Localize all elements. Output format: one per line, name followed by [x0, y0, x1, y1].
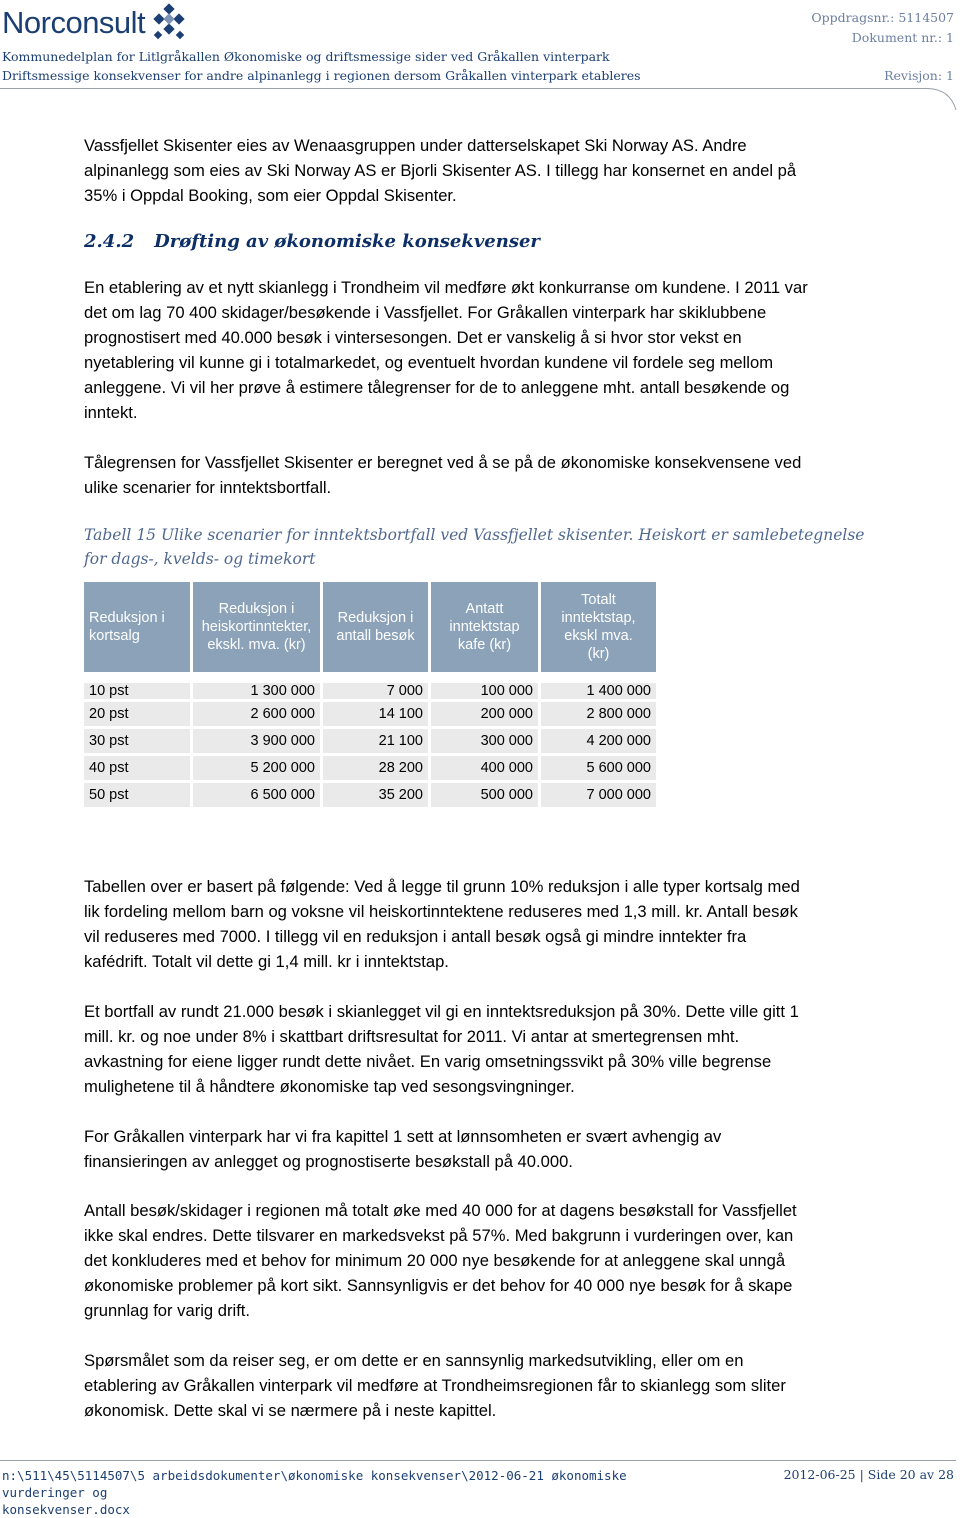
table-header-cell: Antatt inntektstap kafe (kr): [431, 582, 541, 672]
table-cell: 6 500 000: [193, 780, 323, 807]
body-paragraph: En etablering av et nytt skianlegg i Trondheim vil medføre økt konkurranse om kundene. I 2011 var det om lag 70 400 skidager/besøkende i Vassfjellet. For Gråkallen vinterpark har skiklubbene prognostisert med 40.000 besøk i vintersesongen. Det er vanskelig å si hvor stor vekst en nyetablering vil kunne gi i totalmarkedet, og eventuelt hvordan kundene vil fordele seg mellom anleggene. Vi vil her prøve å estimere tålegrenser for de to anleggene mht. antall besøkende og inntekt.: [84, 278, 808, 422]
table-cell: 5 200 000: [193, 753, 323, 780]
section-heading: [84, 231, 540, 252]
table-cell: 3 900 000: [193, 726, 323, 753]
table-caption: Tabell 15 Ulike scenarier for inntektsbortfall ved Vassfjellet skisenter. Heiskort er samlebetegnelse for dags-, kvelds- og timekort: [84, 526, 865, 568]
table-row: [84, 699, 656, 726]
body-paragraph: Et bortfall av rundt 21.000 besøk i skianlegget vil gi en inntektsreduksjon på 30%. Dette ville gitt 1 mill. kr. og noe under 8% i skattbart driftsresultat for 2011. Vi antar at smertegrensen mht. avkastning for eiene ligger rundt dette nivået. En varig omsetningssvikt på 30% ville begrense mulighetene til å håndtere økonomiske tap ved sesongsvingninger.: [84, 1002, 799, 1096]
scenario-table: [84, 582, 656, 807]
table-cell: 7 000: [323, 672, 431, 699]
logo-text: Norconsult: [2, 5, 146, 40]
body-paragraph: For Gråkallen vinterpark har vi fra kapittel 1 sett at lønnsomheten er svært avhengig av finansieringen av anlegget og prognostiserte besøkstall på 40.000.: [84, 1127, 722, 1171]
table-cell: 300 000: [431, 726, 541, 753]
table-cell: 5 600 000: [541, 753, 656, 780]
footer-date-page: 2012-06-25 | Side 20 av 28: [783, 1467, 954, 1482]
norconsult-diamond-logo-icon: [149, 3, 189, 43]
table-row: [84, 672, 656, 699]
dokument-nr: Dokument nr.: 1: [851, 30, 954, 45]
table-header-cell: Totalt inntektstap, ekskl mva. (kr): [541, 582, 656, 672]
footer-divider: [0, 1460, 956, 1461]
table-row: [84, 753, 656, 780]
section-number: 2.4.2: [84, 231, 135, 252]
header-title-line1: Kommunedelplan for Litlgråkallen Økonomiske og driftsmessige sider ved Gråkallen vinterpark: [2, 49, 610, 64]
table-cell: 30 pst: [84, 726, 193, 753]
footer-file-path: n:\511\45\5114507\5 arbeidsdokumenter\økonomiske konsekvenser\2012-06-21 økonomiske vurderinger og konsekvenser.docx: [2, 1468, 627, 1517]
table-header-cell: Reduksjon i antall besøk: [323, 582, 431, 672]
table-cell: 100 000: [431, 672, 541, 699]
table-cell: 2 600 000: [193, 699, 323, 726]
section-title: Drøfting av økonomiske konsekvenser: [154, 231, 540, 252]
header-title-line2: Driftsmessige konsekvenser for andre alpinanlegg i regionen dersom Gråkallen vinterpark etableres: [2, 68, 641, 83]
table-cell: 400 000: [431, 753, 541, 780]
table-cell: 200 000: [431, 699, 541, 726]
body-paragraph: Antall besøk/skidager i regionen må totalt øke med 40 000 for at dagens besøkstall for Vassfjellet ikke skal endres. Dette tilsvarer en markedsvekst på 57%. Med bakgrunn i vurderingen over, kan det konkluderes med et behov for minimum 20 000 nye besøkende for at anleggene skal unngå økonomiske problemer på kort sikt. Sannsynligvis er det behov for 40 000 nye besøk for å skape grunnlag for varig drift.: [84, 1201, 797, 1320]
table-cell: 4 200 000: [541, 726, 656, 753]
table-cell: 50 pst: [84, 780, 193, 807]
table-cell: 1 400 000: [541, 672, 656, 699]
table-cell: 1 300 000: [193, 672, 323, 699]
page-corner-curve: [900, 88, 958, 128]
table-cell: 2 800 000: [541, 699, 656, 726]
table-header-cell: Reduksjon i heiskortinntekter, ekskl. mva. (kr): [193, 582, 323, 672]
body-paragraph: Spørsmålet som da reiser seg, er om dette er en sannsynlig markedsutvikling, eller om en etablering av Gråkallen vinterpark vil medføre at Trondheimsregionen får to skianlegg som sliter økonomisk. Dette skal vi se nærmere på i neste kapittel.: [84, 1351, 786, 1420]
body-paragraph: Tålegrensen for Vassfjellet Skisenter er beregnet ved å se på de økonomiske konsekvensene ved ulike scenarier for inntektsbortfall.: [84, 453, 802, 497]
table-cell: 500 000: [431, 780, 541, 807]
table-row: [84, 726, 656, 753]
table-cell: 14 100: [323, 699, 431, 726]
header-divider: [0, 88, 928, 89]
oppdragsnr: Oppdragsnr.: 5114507: [811, 10, 954, 25]
table-cell: 10 pst: [84, 672, 193, 699]
table-cell: 35 200: [323, 780, 431, 807]
table-header-cell: Reduksjon i kortsalg: [84, 582, 193, 672]
table-header-row: [84, 582, 656, 672]
table-cell: 40 pst: [84, 753, 193, 780]
revisjon: Revisjon: 1: [884, 68, 954, 83]
table-row: [84, 780, 656, 807]
norconsult-logo: [2, 2, 189, 44]
table-cell: 20 pst: [84, 699, 193, 726]
table-cell: 28 200: [323, 753, 431, 780]
body-paragraph: Tabellen over er basert på følgende: Ved å legge til grunn 10% reduksjon i alle typer kortsalg med lik fordeling mellom barn og voksne vil heiskortinntektene reduseres med 1,3 mill. kr. Antall besøk vil reduseres med 7000. I tillegg vil en reduksjon i antall besøk også gi mindre inntekter fra kafédrift. Totalt vil dette gi 1,4 mill. kr i inntektstap.: [84, 877, 800, 971]
table-cell: 21 100: [323, 726, 431, 753]
intro-paragraph: Vassfjellet Skisenter eies av Wenaasgruppen under datterselskapet Ski Norway AS. Andre alpinanlegg som eies av Ski Norway AS er Bjorli Skisenter AS. I tillegg har konsernet en andel på 35% i Oppdal Booking, som eier Oppdal Skisenter.: [84, 136, 797, 205]
table-cell: 7 000 000: [541, 780, 656, 807]
